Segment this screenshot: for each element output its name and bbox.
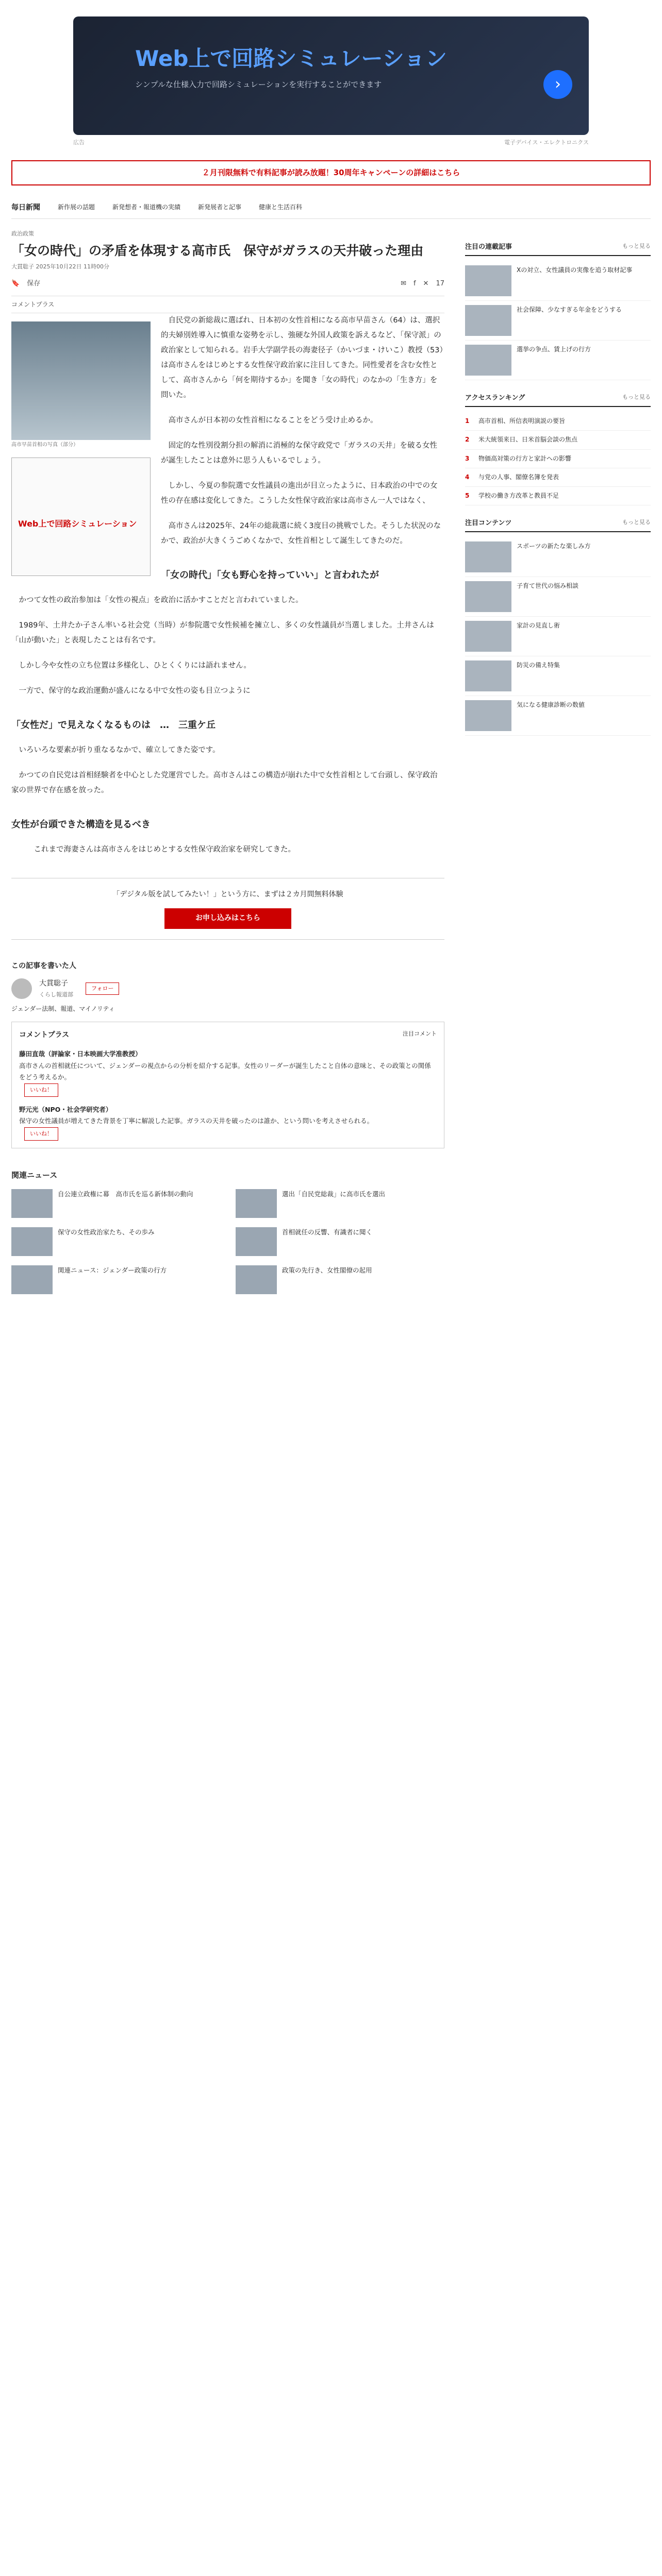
list-item[interactable]: 関連ニュース：ジェンダー政策の行方 xyxy=(11,1265,220,1294)
comment-author[interactable]: 藤田直哉（評論家・日本映画大学准教授） xyxy=(19,1050,142,1058)
nav-item[interactable]: 新発展者と記事 xyxy=(198,204,242,211)
author-heading: この記事を書いた人 xyxy=(11,961,76,970)
ranking-item[interactable]: 2 米大統領来日、日米首脳会談の焦点 xyxy=(465,431,651,449)
facebook-icon[interactable]: f xyxy=(413,279,416,287)
sidebar-heading: アクセスランキング xyxy=(465,394,525,402)
paragraph: 自民党の新総裁に選ばれ、日本初の女性首相になる高市早苗さん（64）は、選択的夫婦別姓導入に慎重な姿勢を示し、強硬な外国人政策を訴えるなど、「保守派」の政治家として知られる。岩手大学副学長の海妻径子（かいづま・けいこ）教授（53）は高市さんをはじめとする女性保守政治家に注目してきた。同性愛者を含む女性として、高市さんから「何を期待するか」を聞き「女の時代」のなかの「生き方」を問いた。 xyxy=(161,316,443,400)
campaign-banner[interactable]: ２月刊限無料で有料記事が読み放題！30周年キャンペーンの詳細はこちら xyxy=(11,160,651,186)
sidebar-heading: 注目コンテンツ xyxy=(465,519,512,528)
subheading: 「女性だ」で見えなくなるものは … 三重ケ丘 xyxy=(11,720,216,731)
sidebar xyxy=(465,229,651,1294)
paragraph: 高市さんは2025年、24年の総裁選に続く3度目の挑戦でした。そうした状況のなかで、政治が大きくうごめくなかで、女性首相として誕生してきたのだ。 xyxy=(161,522,441,546)
x-icon[interactable]: ✕ xyxy=(423,279,429,287)
list-item[interactable]: 選挙の争点、賃上げの行方 xyxy=(465,341,651,380)
paragraph: 高市さんが日本初の女性首相になることをどう受け止めるか。 xyxy=(161,416,378,425)
paragraph: かつての自民党は首相経験者を中心とした党運営でした。高市さんはこの構造が崩れた中で女性首相として台頭し、保守政治家の世界で存在感を放った。 xyxy=(11,771,438,795)
paragraph: かつて女性の政治参加は「女性の視点」を政治に活かすことだと言われていました。 xyxy=(11,596,303,605)
avatar xyxy=(11,978,32,999)
related-news xyxy=(11,1169,444,1295)
paragraph: 1989年、土井たか子さん率いる社会党（当時）が参院選で女性候補を擁立し、多くの女性議員が当選しました。土井さんは「山が動いた」と表現したことは有名です。 xyxy=(11,621,434,645)
nav-item[interactable]: 健康と生活百科 xyxy=(259,204,303,211)
ranking-item[interactable]: 3 物価高対策の行方と家計への影響 xyxy=(465,450,651,468)
list-item[interactable]: 政策の先行き、女性閣僚の起用 xyxy=(236,1265,444,1294)
share-icon[interactable]: ✉ xyxy=(401,279,406,287)
paragraph: いろいろな要素が折り重なるなかで、確立してきた姿です。 xyxy=(11,746,220,755)
comment xyxy=(19,1104,437,1141)
paragraph: これまで海妻さんは高市さんをはじめとする女性保守政治家を研究してきた。 xyxy=(11,845,295,854)
related-heading: 関連ニュース xyxy=(11,1170,58,1180)
comment-text: 高市さんの首相就任について、ジェンダーの視点からの分析を紹介する記事。女性のリーダーが誕生したこと自体の意味と、その政策との関係をどう考えるか。 xyxy=(19,1061,431,1081)
more-link[interactable]: もっと見る xyxy=(622,394,651,401)
author-box xyxy=(11,960,444,1014)
like-button[interactable]: いいね！ xyxy=(24,1127,58,1141)
more-link[interactable]: もっと見る xyxy=(622,242,651,249)
comments-count[interactable]: 注目コメント xyxy=(403,1030,437,1037)
like-button[interactable]: いいね！ xyxy=(24,1083,58,1097)
paragraph: 一方で、保守的な政治運動が盛んになる中で女性の姿も目立つように xyxy=(11,687,251,696)
paragraph: しかし今や女性の立ち位置は多様化し、ひとくくりには語れません。 xyxy=(11,662,251,670)
trial-cta xyxy=(11,878,444,940)
page-title: 「女の時代」の矛盾を体現する高市氏 保守がガラスの天井破った理由 xyxy=(11,243,424,258)
arrow-right-icon[interactable]: › xyxy=(543,70,572,99)
list-item[interactable]: 首相就任の反響、有識者に聞く xyxy=(236,1227,444,1256)
follow-button[interactable]: フォロー xyxy=(86,982,119,995)
subscribe-button[interactable]: お申し込みはこちら xyxy=(164,908,291,929)
author-name[interactable]: 大貫聡子 xyxy=(39,979,68,988)
like-count[interactable]: 17 xyxy=(436,279,444,287)
author-role: くらし報道部 xyxy=(39,991,73,998)
list-item[interactable]: 選出「自民党総裁」に高市氏を選出 xyxy=(236,1189,444,1218)
article-main xyxy=(11,229,444,1294)
ad-subtitle: シンプルな仕様入力で回路シミュレーションを実行することができます xyxy=(135,80,382,89)
top-ad[interactable] xyxy=(47,0,615,148)
more-link[interactable]: もっと見る xyxy=(622,519,651,526)
top-nav xyxy=(11,198,651,219)
paragraph: しかし、今夏の参院選で女性議員の進出が目立ったように、日本政治の中での女性の存在感は変化してきた。こうした女性保守政治家は高市さん一人ではなく、 xyxy=(161,482,438,505)
ranking-item[interactable]: 5 学校の働き方改革と教員不足 xyxy=(465,487,651,505)
nav-brand[interactable]: 毎日新聞 xyxy=(11,204,40,212)
comments-heading: コメントプラス xyxy=(19,1030,70,1039)
author-tags: ジェンダー法制、報道、マイノリティ xyxy=(11,1005,115,1013)
list-item[interactable]: 家計の見直し術 xyxy=(465,617,651,656)
sidebar-heading: 注目の連載記事 xyxy=(465,243,512,251)
save-button[interactable]: 保存 xyxy=(27,279,41,287)
ad-title: Web上で回路シミュレーション xyxy=(135,46,447,71)
list-item[interactable]: スポーツの新たな楽しみ方 xyxy=(465,537,651,577)
inline-ad[interactable] xyxy=(11,457,151,576)
subheading: 「女の時代」「女も野心を持っていい」と言われたが xyxy=(161,570,379,581)
photo-caption: 高市早苗首相の写真（部分） xyxy=(11,442,78,448)
breadcrumb[interactable]: 政治政策 xyxy=(11,230,34,237)
comment-text: 保守の女性議員が増えてきた背景を丁寧に解説した記事。ガラスの天井を破ったのは誰か、という問いを考えさせられる。 xyxy=(19,1117,374,1125)
ad-banner[interactable] xyxy=(73,16,589,135)
article-photo xyxy=(11,321,151,448)
nav-item[interactable]: 新発想者・報道機の実績 xyxy=(112,204,181,211)
list-item[interactable]: 自公連立政権に幕 高市氏を巡る新体制の動向 xyxy=(11,1189,220,1218)
comment-author[interactable]: 野元光（NPO・社会学研究者） xyxy=(19,1105,112,1113)
bookmark-icon[interactable]: 🔖 xyxy=(11,279,20,287)
paragraph: 固定的な性別役割分担の解消に消極的な保守政党で「ガラスの天井」を破る女性が誕生したことは意外に思う人もいるでしょう。 xyxy=(161,442,438,465)
subheading: 女性が台頭できた構造を見るべき xyxy=(11,819,151,831)
ad-corner[interactable]: 電子デバイス・エレクトロニクス xyxy=(504,139,589,146)
article-date: 大貫聡子 2025年10月22日 11時00分 xyxy=(11,263,109,270)
ad-label: 広告 xyxy=(73,139,85,146)
list-item[interactable]: Xの対立、女性議員の実像を追う取材記事 xyxy=(465,261,651,301)
comments-section xyxy=(11,1022,444,1148)
ranking-item[interactable]: 1 高市首相、所信表明演説の要旨 xyxy=(465,412,651,431)
trial-text: 「デジタル版を試してみたい！」という方に、まずは２カ月間無料体験 xyxy=(112,890,343,899)
list-item[interactable]: 防災の備え特集 xyxy=(465,656,651,696)
list-item[interactable]: 社会保障、少なすぎる年金をどうする xyxy=(465,301,651,341)
list-item[interactable]: 保守の女性政治家たち、その歩み xyxy=(11,1227,220,1256)
nav-item[interactable]: 新作展の話題 xyxy=(58,204,95,211)
list-item[interactable]: 子育て世代の悩み相談 xyxy=(465,577,651,617)
ad-title: Web上で回路シミュレーション xyxy=(18,519,137,529)
ranking-item[interactable]: 4 与党の人事、閣僚名簿を発表 xyxy=(465,468,651,487)
comment xyxy=(19,1048,437,1096)
comment-plus-button[interactable]: コメントプラス xyxy=(11,300,55,308)
list-item[interactable]: 気になる健康診断の数値 xyxy=(465,696,651,736)
